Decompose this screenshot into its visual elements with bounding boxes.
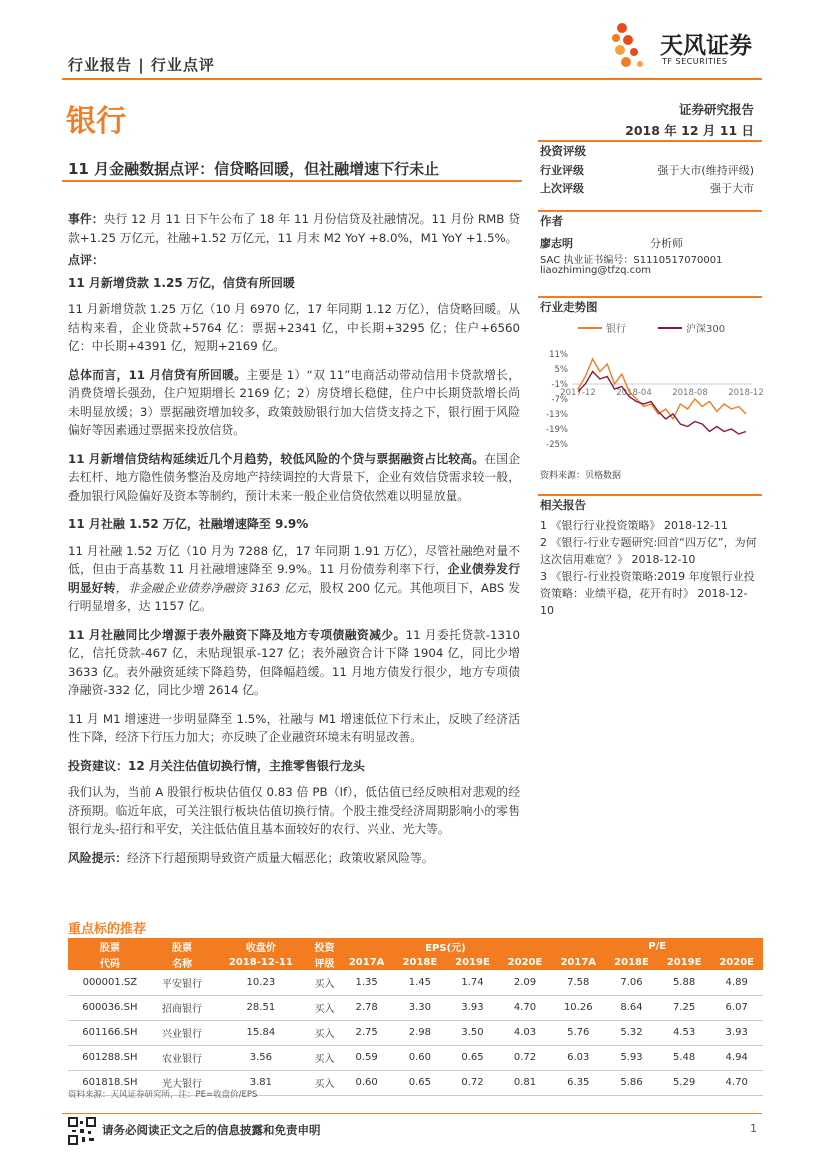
col-header: 股票	[152, 938, 213, 954]
paragraph-bold: 企业债券发行明显好转	[68, 562, 520, 595]
paragraph-lead: 11 月新增信贷结构延续近几个月趋势，较低风险的个贷与票据融资占比较高。	[68, 451, 485, 466]
table-source: 资料来源：天风证券研究所，注：PE=收盘价/EPS	[68, 1090, 258, 1100]
table-cell: 买入	[309, 995, 339, 1020]
x-tick-label: 2018-08	[672, 388, 708, 398]
rating-heading: 投资评级	[540, 144, 586, 158]
comment-label: 点评：	[68, 253, 105, 267]
paragraph: ，股权 200 亿元。其他项目下，ABS 发行明显增多，达 1157 亿。	[68, 580, 520, 613]
paragraph-lead: 11 月社融同比少增源于表外融资下降及地方专项债融资减少。	[68, 627, 406, 642]
table-cell: 5.76	[551, 1020, 605, 1045]
table-cell: 3.50	[446, 1020, 499, 1045]
risk-label: 风险提示：	[68, 850, 127, 865]
industry-name: 银行	[66, 104, 126, 139]
author-cert: SAC 执业证书编号：S1110517070001	[540, 255, 723, 266]
footer-divider	[62, 1113, 762, 1114]
table-cell: 28.51	[212, 995, 309, 1020]
y-tick-label: -7%	[551, 395, 568, 405]
y-tick-label: -13%	[546, 410, 568, 420]
table-cell: 买入	[309, 1070, 339, 1095]
table-cell: 3.93	[446, 995, 499, 1020]
paragraph: 主要是 1）“双 11”电商活动带动信用卡贷款增长，消费贷增长强劲，住户短期增长 2169 亿；2）房贷增长稳健，住户中长期贷款增长尚未明显放缓；3）票据融资增加较多，政策鼓励银行加大信贷支持之下，银行囿于风险偏好等因素通过票据来投放信贷。	[68, 367, 520, 437]
sidebar-divider	[538, 296, 762, 298]
table-cell: 10.26	[551, 995, 605, 1020]
table-cell: 3.81	[212, 1070, 309, 1095]
table-cell: 6.07	[710, 995, 763, 1020]
table-cell: 0.60	[394, 1045, 447, 1070]
col-header: 2017A	[551, 954, 605, 970]
section-heading: 投资建议：12 月关注估值切换行情，主推零售银行龙头	[68, 758, 365, 773]
title-divider	[62, 180, 522, 182]
table-cell: 1.74	[446, 970, 499, 995]
author-title: 分析师	[650, 237, 683, 250]
industry-rating-label: 行业评级	[540, 164, 584, 177]
related-report-link[interactable]: 3 《银行-行业投资策略:2019 年度银行业投资策略：业绩平稳，花开有时》 2018-12-10	[540, 570, 755, 617]
footer-disclaimer: 请务必阅读正文之后的信息披露和免责申明	[102, 1123, 321, 1137]
table-cell: 7.25	[658, 995, 711, 1020]
legend-label: 沪深300	[686, 324, 726, 335]
table-title: 重点标的推荐	[68, 922, 147, 937]
table-cell: 3.93	[710, 1020, 763, 1045]
table-cell: 农业银行	[152, 1045, 213, 1070]
section-heading: 11 月新增贷款 1.25 万亿，信贷有所回暖	[68, 275, 295, 290]
table-cell: 2.75	[340, 1020, 394, 1045]
paragraph-italic: ，非金融企业债券净融资 3163 亿元	[115, 580, 308, 595]
qr-code-icon	[68, 1117, 96, 1145]
risk-text: 经济下行超预期导致资产质量大幅恶化；政策收紧风险等。	[127, 850, 434, 865]
col-header: 投资	[309, 938, 339, 954]
col-header: 2018E	[394, 954, 447, 970]
industry-rating-value: 强于大市(维持评级)	[657, 164, 754, 177]
table-cell: 0.81	[499, 1070, 552, 1095]
header-divider	[62, 78, 762, 80]
x-tick-label: 2018-04	[616, 388, 652, 398]
paragraph: 11 月委托贷款-1310 亿，信托贷款-467 亿，未贴现银承-127 亿；表外融资合计下降 1904 亿，同比少增 3633 亿。表外融资延续下降趋势，但降幅趋缓。11 月地方债发行很少，地方专项债净融资-332 亿，同比少增 2614 亿。	[68, 627, 520, 697]
table-cell: 5.48	[658, 1045, 711, 1070]
chart-source: 资料来源：贝格数据	[540, 471, 622, 481]
table-cell: 8.64	[605, 995, 658, 1020]
table-cell: 15.84	[212, 1020, 309, 1045]
sidebar-divider	[538, 210, 762, 212]
col-header: 2018E	[605, 954, 658, 970]
y-tick-label: 5%	[554, 365, 568, 375]
table-cell: 5.93	[605, 1045, 658, 1070]
col-header: 收盘价	[212, 938, 309, 954]
paragraph: 11 月社融 1.52 万亿（10 月为 7288 亿，17 年同期 1.91 万亿），尽管社融绝对量不低，但由于高基数 11 月社融增速降至 9.9%。11 月份债券利率下行，	[68, 543, 520, 576]
table-cell: 4.89	[710, 970, 763, 995]
table-cell: 平安银行	[152, 970, 213, 995]
page-number: 1	[750, 1122, 757, 1135]
table-cell: 601288.SH	[68, 1045, 152, 1070]
table-cell: 买入	[309, 1020, 339, 1045]
series-line	[578, 359, 746, 419]
col-header: 2020E	[710, 954, 763, 970]
recommendation-table	[68, 938, 763, 1096]
author-name: 廖志明	[540, 237, 573, 250]
table-cell: 5.88	[658, 970, 711, 995]
table-header-row	[68, 954, 763, 970]
col-header: 2020E	[499, 954, 552, 970]
report-label: 证券研究报告	[678, 102, 754, 117]
table-cell: 光大银行	[152, 1070, 213, 1095]
col-header: 2019E	[658, 954, 711, 970]
table-cell: 0.65	[446, 1045, 499, 1070]
related-heading: 相关报告	[540, 498, 586, 512]
table-cell: 5.86	[605, 1070, 658, 1095]
table-cell: 0.59	[340, 1045, 394, 1070]
table-cell: 7.06	[605, 970, 658, 995]
table-row	[68, 1045, 763, 1070]
table-cell: 0.72	[446, 1070, 499, 1095]
paragraph: 11 月新增贷款 1.25 万亿（10 月 6970 亿，17 年同期 1.12 万亿），信贷略回暖。从结构来看，企业贷款+5764 亿：票据+2341 亿，中长期+3295 亿；住户+6560 亿：中长期+4391 亿，短期+2169 亿。	[68, 302, 520, 353]
page-title: 11 月金融数据点评：信贷略回暖，但社融增速下行未止	[68, 160, 440, 178]
table-cell: 0.65	[394, 1070, 447, 1095]
table-cell: 4.70	[499, 995, 552, 1020]
table-cell: 600036.SH	[68, 995, 152, 1020]
col-header: 名称	[152, 954, 213, 970]
table-cell: 7.58	[551, 970, 605, 995]
table-cell: 2.98	[394, 1020, 447, 1045]
related-reports	[540, 517, 760, 619]
table-cell: 4.94	[710, 1045, 763, 1070]
table-cell: 2.09	[499, 970, 552, 995]
table-cell: 601166.SH	[68, 1020, 152, 1045]
col-header: 2019E	[446, 954, 499, 970]
table-header-row	[68, 938, 763, 954]
y-tick-label: -1%	[551, 380, 568, 390]
table-cell: 601818.SH	[68, 1070, 152, 1095]
sidebar-divider	[538, 140, 762, 142]
paragraph-lead: 总体而言，11 月信贷有所回暖。	[68, 367, 247, 382]
prev-rating-value: 强于大市	[710, 182, 754, 195]
legend-label: 银行	[606, 324, 626, 335]
col-header: 2017A	[340, 954, 394, 970]
x-tick-label: 2018-12	[728, 388, 764, 398]
table-cell: 招商银行	[152, 995, 213, 1020]
trend-chart	[538, 318, 764, 460]
col-header: P/E	[551, 938, 763, 954]
col-header: 评级	[309, 954, 339, 970]
logo-text-en: TF SECURITIES	[662, 57, 728, 66]
table-cell: 买入	[309, 1045, 339, 1070]
y-tick-label: 11%	[549, 350, 568, 360]
table-cell: 1.45	[394, 970, 447, 995]
table-cell: 4.70	[710, 1070, 763, 1095]
related-report-link[interactable]: 1 《银行行业投资策略》 2018-12-11	[540, 519, 728, 532]
table-cell: 10.23	[212, 970, 309, 995]
x-tick-label: 2017-12	[560, 388, 596, 398]
table-cell: 4.53	[658, 1020, 711, 1045]
table-cell: 0.60	[340, 1070, 394, 1095]
col-header: 2018-12-11	[212, 954, 309, 970]
table-cell: 兴业银行	[152, 1020, 213, 1045]
table-cell: 3.56	[212, 1045, 309, 1070]
section-heading: 11 月社融 1.52 万亿，社融增速降至 9.9%	[68, 517, 309, 531]
table-row	[68, 995, 763, 1020]
table-row	[68, 970, 763, 995]
paragraph: 在国企去杠杆、地方隐性债务整治及房地产持续调控的大背景下，企业有效信贷需求较一般，叠加银行风险偏好及资本等制约，预计未来一般企业信贷依然难以明显放量。	[68, 451, 520, 503]
table-cell: 6.03	[551, 1045, 605, 1070]
paragraph: 11 月 M1 增速进一步明显降至 1.5%，社融与 M1 增速低位下行未止，反映了经济活性下降，经济下行压力加大；亦反映了企业融资环境未有明显改善。	[68, 711, 520, 744]
table-cell: 0.72	[499, 1045, 552, 1070]
paragraph: 我们认为，当前 A 股银行板块估值仅 0.83 倍 PB（lf），低估值已经反映相对悲观的经济预期。临近年底，可关注银行板块估值切换行情。个股主推受经济周期影响小的零售银行龙头-招行和平安，关注低估值且基本面较好的农行、兴业、光大等。	[68, 785, 520, 836]
table-cell: 5.29	[658, 1070, 711, 1095]
col-header: 股票	[68, 938, 152, 954]
author-email[interactable]: liaozhiming@tfzq.com	[540, 265, 651, 276]
report-date: 2018 年 12 月 11 日	[625, 123, 754, 138]
table-cell: 2.78	[340, 995, 394, 1020]
table-cell: 6.35	[551, 1070, 605, 1095]
sidebar-divider	[538, 494, 762, 496]
table-cell: 买入	[309, 970, 339, 995]
y-tick-label: -19%	[546, 425, 568, 435]
logo-text: 天风证券	[660, 33, 752, 59]
table-cell: 5.32	[605, 1020, 658, 1045]
trend-heading: 行业走势图	[540, 300, 598, 314]
series-line	[578, 372, 746, 435]
col-header: EPS(元)	[340, 938, 552, 954]
main-body	[68, 210, 520, 877]
table-cell: 4.03	[499, 1020, 552, 1045]
event-label: 事件：	[68, 212, 104, 226]
table-cell: 000001.SZ	[68, 970, 152, 995]
col-header: 代码	[68, 954, 152, 970]
prev-rating-label: 上次评级	[540, 182, 584, 195]
author-heading: 作者	[540, 214, 563, 228]
table-row	[68, 1020, 763, 1045]
related-report-link[interactable]: 2 《银行-行业专题研究:回首“四万亿”，为何这次信用难宽？》 2018-12-10	[540, 536, 757, 566]
report-type: 行业报告 | 行业点评	[68, 56, 215, 74]
table-cell: 3.30	[394, 995, 447, 1020]
y-tick-label: -25%	[546, 440, 568, 450]
event-text: 央行 12 月 11 日下午公布了 18 年 11 月份信贷及社融情况。11 月份 RMB 贷款+1.25 万亿元，社融+1.52 万亿元，11 月末 M2 YoY +8.0%，M1 YoY +1.5%。	[68, 212, 520, 245]
table-cell: 1.35	[340, 970, 394, 995]
